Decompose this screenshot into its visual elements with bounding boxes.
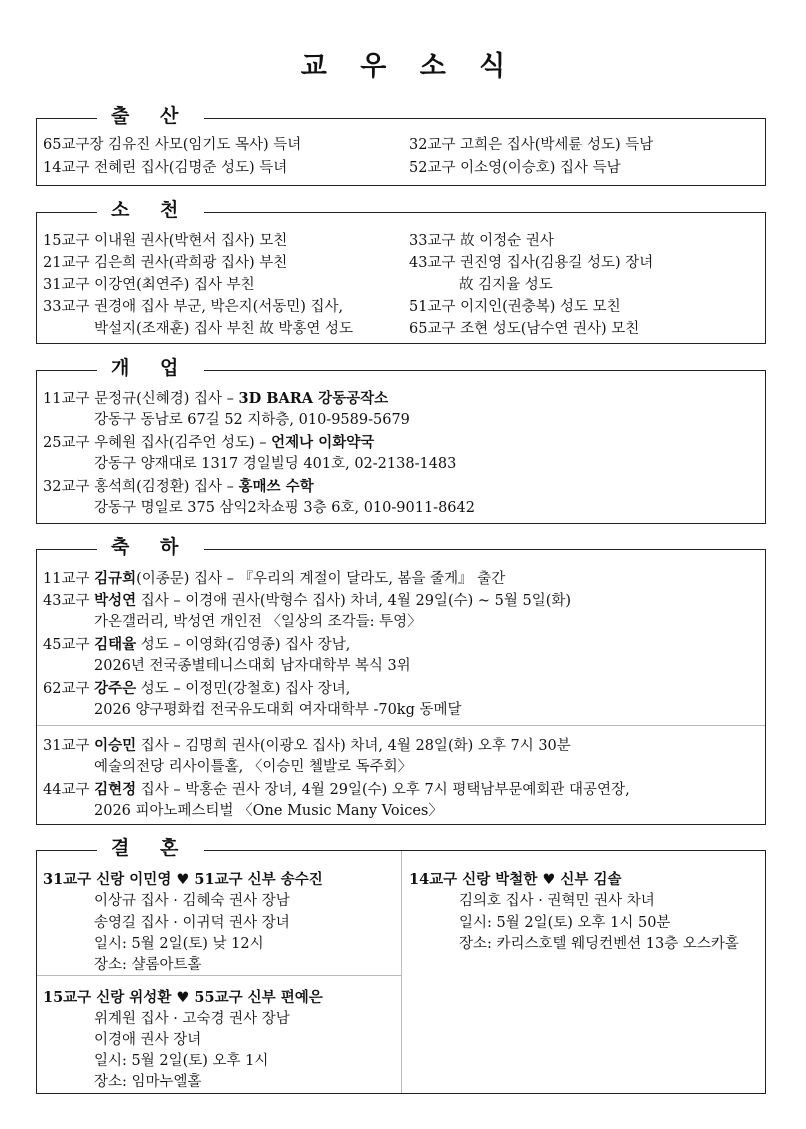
person-name: 김현정 [94, 781, 137, 798]
parish-label: 45교구 [43, 637, 95, 653]
list-item [43, 735, 571, 757]
congrats-detail: 2026년 전국종별테니스대회 남자대학부 복식 3위 [94, 658, 411, 674]
wedding-section [36, 837, 766, 1094]
page-title: 교 우 소 식 [300, 51, 518, 82]
parish-label: 62교구 [43, 681, 95, 697]
list-item [43, 388, 388, 410]
wedding-detail: 장소: 샬롬아트홀 [94, 957, 202, 973]
congrats-section [36, 536, 766, 825]
list-item: 51교구 이지인(권충복) 성도 모친 [409, 299, 621, 315]
parish-label: 11교구 [43, 571, 95, 587]
list-item: 15교구 이내원 권사(박현서 집사) 모친 [43, 233, 288, 249]
wedding-detail: 일시: 5월 2일(토) 오후 1시 50분 [459, 915, 671, 931]
person-name: 김태율 [94, 636, 137, 653]
list-item: 52교구 이소영(이승호) 집사 득남 [409, 160, 621, 176]
list-item: 14교구 전혜린 집사(김명준 성도) 득녀 [43, 160, 288, 176]
list-item [43, 432, 374, 454]
list-item: 32교구 고희은 집사(박세륜 성도) 득남 [409, 137, 654, 153]
list-item: 43교구 권진영 집사(김용길 성도) 장녀 [409, 255, 654, 271]
list-item: 故 김지율 성도 [459, 277, 553, 293]
wedding-detail: 일시: 5월 2일(토) 오후 1시 [94, 1053, 269, 1069]
person-name: 박성연 [94, 592, 137, 609]
divider [401, 851, 402, 1093]
wedding-couple: 31교구 신랑 이민영 ♥ 51교구 신부 송수진 [43, 871, 323, 888]
congrats-text: 성도 – 이정민(강철호) 집사 장녀, [136, 681, 351, 697]
funeral-section [36, 199, 766, 344]
wedding-couple: 14교구 신랑 박철한 ♥ 신부 김솔 [409, 871, 622, 888]
congrats-text: 집사 – 박홍순 권사 장녀, 4월 29일(수) 오후 7시 평택남부문예회관 대공연장, [136, 782, 630, 798]
wedding-couple: 15교구 신랑 위성환 ♥ 55교구 신부 편예은 [43, 989, 323, 1006]
divider [37, 975, 401, 976]
section-title-opening: 개 업 [97, 356, 204, 380]
wedding-detail: 위계원 집사 · 고숙경 권사 장남 [94, 1011, 290, 1027]
section-title-birth: 출 산 [97, 104, 204, 128]
list-item: 박설지(조재훈) 집사 부친 故 박홍연 성도 [94, 321, 353, 337]
business-name: 언제나 이화약국 [271, 434, 375, 451]
list-item: 33교구 故 이정순 권사 [409, 233, 554, 249]
list-item [43, 568, 505, 590]
congrats-text: (이종문) 집사 – 『우리의 계절이 달라도, 봄을 줄게』 출간 [136, 571, 506, 587]
business-address: 강동구 양재대로 1317 경일빌딩 401호, 02-2138-1483 [94, 456, 457, 472]
opening-owner: 11교구 문정규(신혜경) 집사 – [43, 391, 239, 407]
wedding-detail: 송영길 집사 · 이귀덕 권사 장녀 [94, 915, 290, 931]
congrats-detail: 예술의전당 리사이틀홀, 〈이승민 첼발로 독주회〉 [94, 759, 413, 775]
list-item: 31교구 이강연(최연주) 집사 부친 [43, 277, 255, 293]
congrats-text: 집사 – 이경애 권사(박형수 집사) 차녀, 4월 29일(수) ~ 5월 5일(화) [136, 593, 572, 609]
business-address: 강동구 명일로 375 삼익2차쇼핑 3층 6호, 010-9011-8642 [94, 500, 475, 516]
business-name: 3D BARA 강동공작소 [238, 390, 389, 407]
list-item: 21교구 김은희 권사(곽희광 집사) 부친 [43, 255, 288, 271]
wedding-detail: 일시: 5월 2일(토) 낮 12시 [94, 936, 264, 952]
wedding-detail: 장소: 임마누엘홀 [94, 1074, 202, 1090]
divider [37, 725, 765, 726]
person-name: 김규희 [94, 570, 137, 587]
person-name: 강주은 [94, 680, 137, 697]
opening-owner: 25교구 우혜원 집사(김주언 성도) – [43, 435, 272, 451]
congrats-detail: 가온갤러리, 박성연 개인전 〈일상의 조각들: 투영〉 [94, 614, 422, 630]
wedding-detail: 김의호 집사 · 권혁민 권사 차녀 [459, 893, 655, 909]
business-address: 강동구 동남로 67길 52 지하층, 010-9589-5679 [94, 412, 410, 428]
parish-label: 44교구 [43, 782, 95, 798]
parish-label: 31교구 [43, 738, 95, 754]
section-title-congrats: 축 하 [97, 535, 204, 559]
section-title-funeral: 소 천 [97, 198, 204, 222]
person-name: 이승민 [94, 737, 137, 754]
wedding-detail: 장소: 카리스호텔 웨딩컨벤션 13층 오스카홀 [459, 936, 739, 952]
list-item [43, 678, 350, 700]
wedding-detail: 이경애 권사 장녀 [94, 1032, 202, 1048]
wedding-detail: 이상규 집사 · 김혜숙 권사 장남 [94, 893, 290, 909]
opening-section [36, 357, 766, 524]
congrats-text: 성도 – 이영화(김영종) 집사 장남, [136, 637, 351, 653]
list-item [43, 476, 314, 498]
congrats-text: 집사 – 김명희 권사(이광오 집사) 차녀, 4월 28일(화) 오후 7시 30분 [136, 738, 571, 754]
list-item: 65교구 조현 성도(남수연 권사) 모친 [409, 321, 640, 337]
list-item [43, 779, 630, 801]
list-item: 65교구장 김유진 사모(임기도 목사) 득녀 [43, 137, 302, 153]
parish-label: 43교구 [43, 593, 95, 609]
opening-owner: 32교구 홍석희(김정환) 집사 – [43, 479, 239, 495]
list-item [43, 590, 571, 612]
list-item [43, 634, 350, 656]
section-title-wedding: 결 혼 [97, 836, 204, 860]
list-item: 33교구 권경애 집사 부군, 박은지(서동민) 집사, [43, 299, 344, 315]
birth-section [36, 105, 766, 186]
congrats-detail: 2026 양구평화컵 전국유도대회 여자대학부 -70kg 동메달 [94, 702, 462, 718]
business-name: 홍매쓰 수학 [238, 478, 314, 495]
congrats-detail: 2026 피아노페스티벌 〈One Music Many Voices〉 [94, 803, 443, 819]
